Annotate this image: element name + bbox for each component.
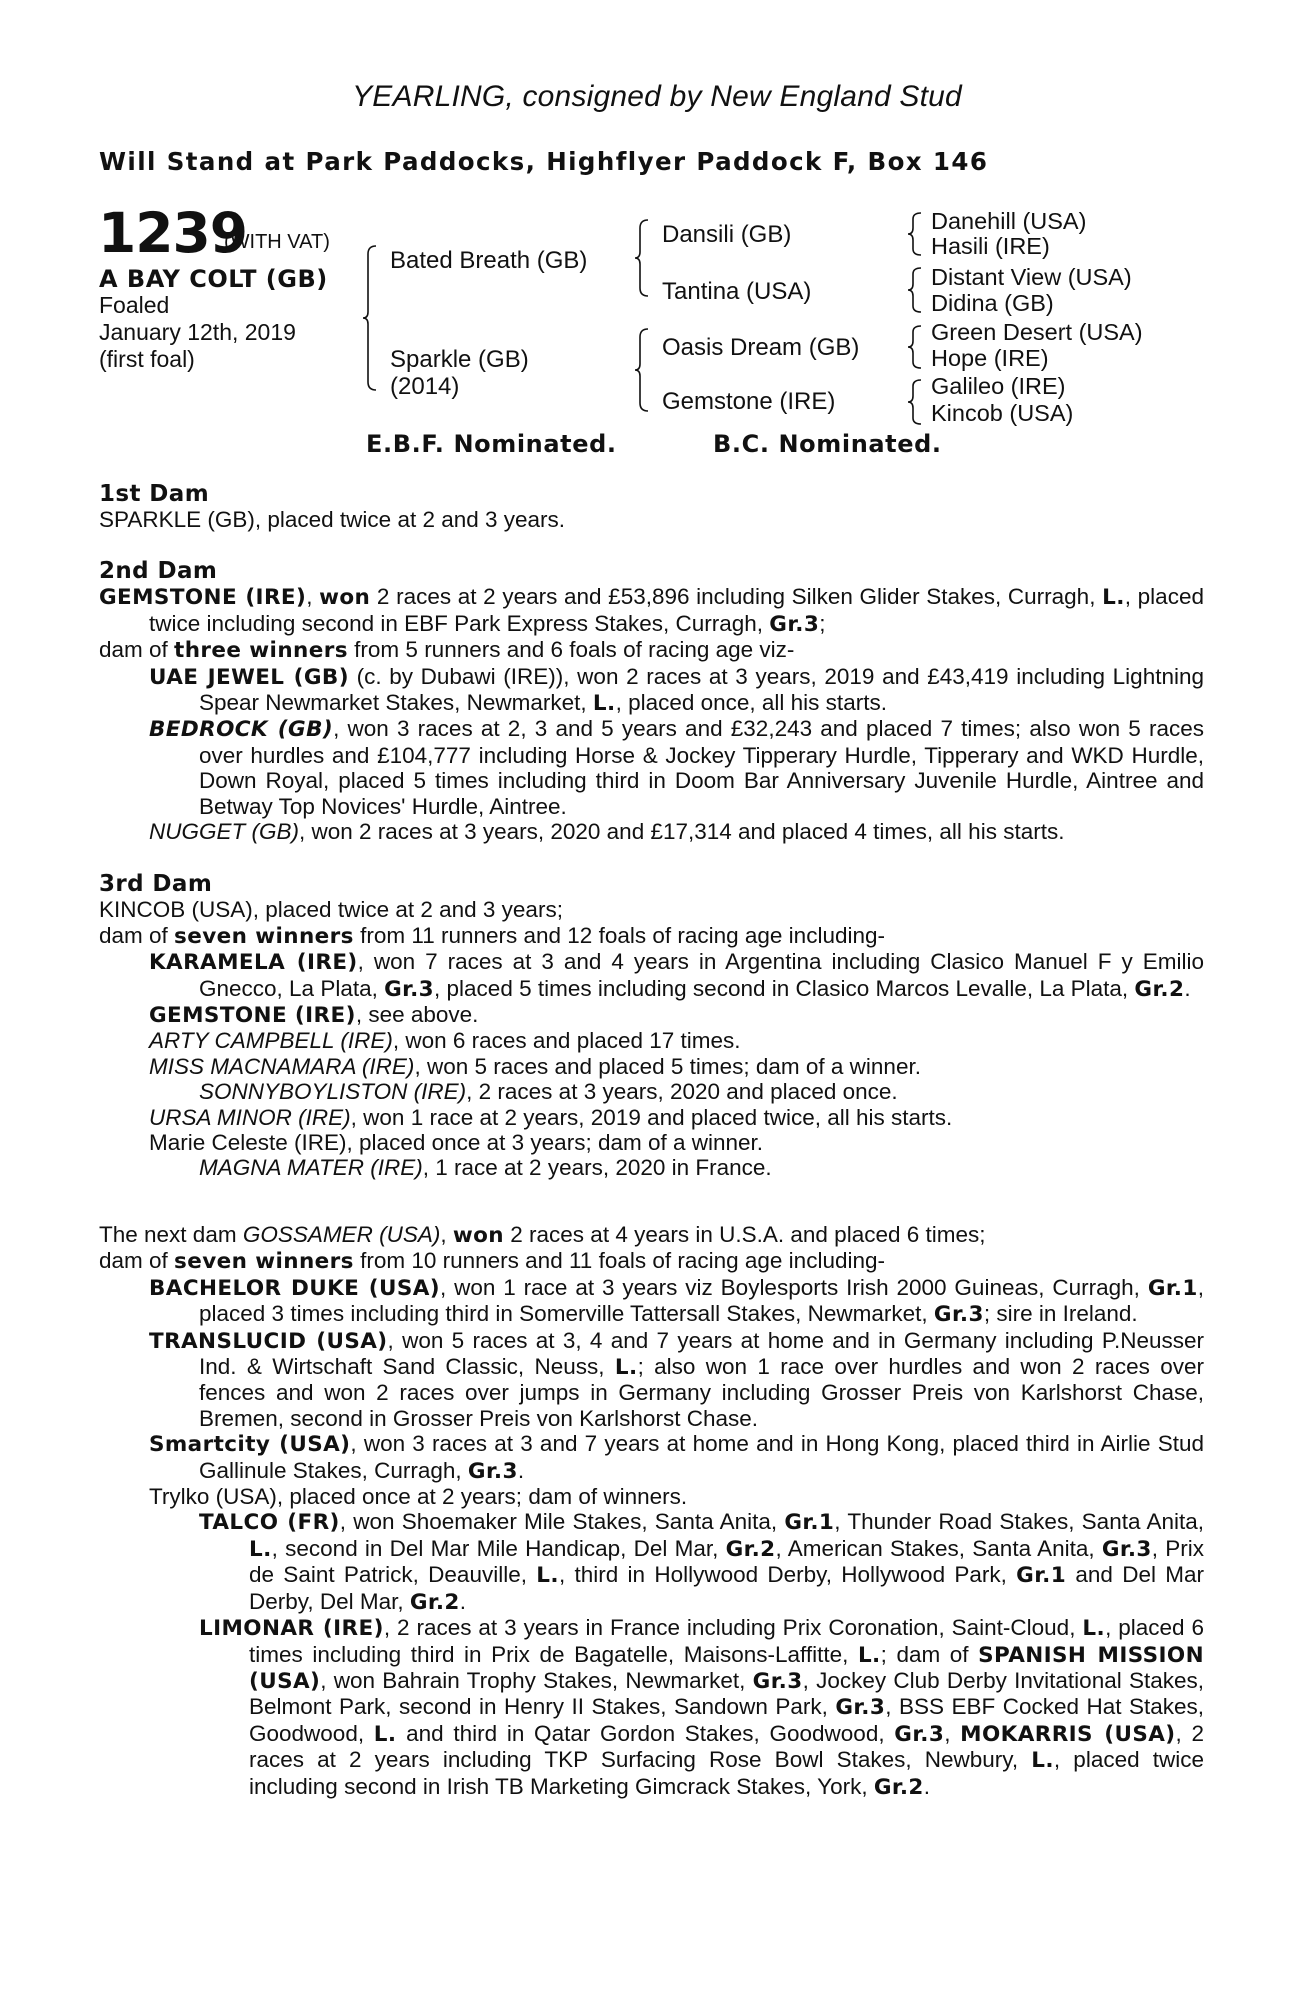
race-record: , won 7 races at 3 and 4 years in Argentina including Clasico Manuel F y Emilio Gnecco, La Plata,	[199, 949, 1205, 1001]
race-record: .	[517, 1457, 525, 1483]
race-record: , placed twice including second in EBF Park Express Stakes, Curragh,	[149, 584, 1204, 636]
g3-ancestor-8: Kincob (USA)	[931, 400, 1074, 426]
second-dam-dam-of	[99, 637, 1204, 663]
race-record: 2 races at 2 years and £53,896 including Silken Glider Stakes, Curragh,	[370, 584, 1103, 610]
produce-uae-jewel	[99, 664, 1204, 717]
sire-sire-name: Dansili (GB)	[662, 221, 792, 248]
stabling-location: Will Stand at Park Paddocks, Highflyer Paddock F, Box 146	[99, 147, 989, 176]
third-dam-section	[99, 872, 1204, 1181]
pedigree-brace-g3-4	[907, 378, 927, 426]
produce-magna-mater	[99, 1155, 1204, 1180]
lot-number: 1239	[98, 201, 248, 265]
dam-sire-name: Oasis Dream (GB)	[662, 334, 860, 361]
listed-mark: L.	[857, 1642, 881, 1668]
pedigree-brace-sire	[634, 218, 654, 298]
group-mark: Gr.2	[873, 1774, 924, 1800]
horse-name: KARAMELA (IRE)	[149, 950, 358, 976]
group-mark: Gr.2	[409, 1589, 460, 1615]
produce-sonnyboyliston	[99, 1079, 1204, 1104]
race-record: , Thunder Road Stakes, Santa Anita,	[834, 1509, 1205, 1535]
group-mark: Gr.3	[752, 1668, 803, 1694]
won-label: won	[319, 585, 371, 611]
next-dam-text: 2 races at 4 years in U.S.A. and placed 6 times;	[504, 1222, 986, 1247]
vat-note: (WITH VAT)	[224, 231, 330, 253]
group-mark: Gr.3	[769, 611, 820, 637]
dam-of-text: dam of	[99, 922, 175, 948]
first-dam-section	[99, 482, 1204, 533]
group-mark: Gr.3	[1101, 1536, 1152, 1562]
group-mark: Gr.1	[784, 1510, 835, 1536]
next-dam-text: The next dam	[99, 1222, 243, 1247]
dam-of-text: from 5 runners and 6 foals of racing age viz-	[347, 637, 795, 663]
race-record: , placed once, all his starts.	[615, 690, 887, 716]
produce-karamela	[99, 949, 1204, 1002]
sire-dam-name: Tantina (USA)	[662, 278, 812, 305]
consignor-line: YEARLING, consigned by New England Stud	[352, 80, 962, 113]
race-record: , placed 5 times including second in Clasico Marcos Levalle, La Plata,	[434, 975, 1135, 1001]
horse-name: ARTY CAMPBELL (IRE)	[149, 1028, 393, 1054]
race-record: , third in Hollywood Derby, Hollywood Park,	[558, 1562, 1017, 1588]
listed-mark: L.	[1102, 585, 1125, 611]
dam-year: (2014)	[390, 373, 460, 400]
horse-name: GEMSTONE (IRE)	[99, 585, 307, 611]
dam-of-text: dam of	[99, 1248, 175, 1274]
group-mark: Gr.2	[1134, 976, 1185, 1002]
horse-name: URSA MINOR (IRE)	[149, 1104, 351, 1130]
race-record: and Del Mar Derby, Del Mar,	[249, 1562, 1204, 1614]
third-dam-kincob: KINCOB (USA), placed twice at 2 and 3 years;	[99, 897, 563, 923]
race-record: , 2 races at 3 years in France including Prix Coronation, Saint-Cloud,	[383, 1615, 1083, 1641]
sire-name: Bated Breath (GB)	[390, 247, 588, 274]
produce-marie-celeste: Marie Celeste (IRE), placed once at 3 years; dam of a winner.	[149, 1130, 764, 1156]
race-record: , second in Del Mar Mile Handicap, Del Mar,	[271, 1535, 726, 1561]
group-mark: Gr.1	[1016, 1563, 1067, 1589]
horse-name: MISS MACNAMARA (IRE)	[149, 1053, 415, 1079]
g3-ancestor-1: Danehill (USA)	[931, 208, 1087, 234]
dam-dam-name: Gemstone (IRE)	[662, 388, 836, 415]
horse-name: LIMONAR (IRE)	[199, 1616, 384, 1642]
race-record: , Prix de Saint Patrick, Deauville,	[249, 1535, 1204, 1588]
horse-name: NUGGET (GB)	[149, 819, 299, 845]
pedigree-brace-main	[362, 244, 382, 392]
race-record: .	[459, 1588, 467, 1614]
race-record: , won Bahrain Trophy Stakes, Newmarket,	[320, 1667, 753, 1693]
foaled-date: January 12th, 2019	[99, 319, 296, 345]
pedigree-brace-g3-1	[907, 211, 927, 257]
listed-mark: L.	[614, 1355, 638, 1381]
race-record: , see above.	[355, 1002, 479, 1028]
pedigree-brace-g3-2	[907, 266, 927, 314]
horse-name: GEMSTONE (IRE)	[149, 1003, 356, 1029]
produce-gemstone	[99, 1002, 1204, 1028]
race-record: , placed twice including second in Irish TB Marketing Gimcrack Stakes, York,	[249, 1747, 1204, 1799]
second-dam-section	[99, 559, 1204, 844]
g3-ancestor-3: Distant View (USA)	[931, 264, 1132, 290]
foaled-label: Foaled	[99, 292, 170, 318]
group-mark: Gr.2	[725, 1536, 776, 1562]
horse-name: SONNYBOYLISTON (IRE)	[199, 1079, 467, 1105]
horse-name: BEDROCK (GB)	[149, 717, 334, 743]
lot-description: A BAY COLT (GB)	[99, 265, 328, 293]
third-dam-dam-of	[99, 923, 1204, 949]
produce-arty-campbell	[99, 1028, 1204, 1053]
produce-limonar	[99, 1615, 1204, 1800]
next-dam-dam-of	[99, 1248, 1204, 1274]
race-record: ; sire in Ireland.	[983, 1301, 1138, 1327]
race-record: ; also won 1 race over hurdles and won 2 races over fences and won 2 races over jumps in Germany including Grosser Preis von Karlshorst Chase, Bremen, second in Grosser Preis von Karlshorst Chase.	[199, 1354, 1204, 1431]
pedigree-brace-g3-3	[907, 324, 927, 370]
race-record: , won 2 races at 3 years, 2020 and £17,314 and placed 4 times, all his starts.	[299, 819, 1065, 845]
winners-count: seven winners	[174, 1249, 354, 1275]
produce-miss-macnamara	[99, 1054, 1204, 1079]
listed-mark: L.	[592, 691, 616, 717]
won-label: won	[452, 1223, 505, 1248]
listed-mark: L.	[536, 1563, 559, 1589]
g3-ancestor-2: Hasili (IRE)	[931, 233, 1050, 259]
second-dam-heading: 2nd Dam	[99, 558, 218, 584]
winners-count: seven winners	[174, 923, 354, 949]
race-record: , won 3 races at 2, 3 and 5 years and £32,243 and placed 7 times; also won 5 races over hurdles and £104,777 including Horse & Jockey Tipperary Hurdle, Tipperary and WKD Hurdle, Down Royal, placed 5 times including third in Doom Bar Anniversary Juvenile Hurdle, Aintree and Betway Top Novices' Hurdle, Aintree.	[199, 716, 1204, 819]
race-record: , 2 races at 2 years including TKP Surfacing Rose Bowl Stakes, Newbury,	[249, 1720, 1204, 1773]
second-dam-gemstone: GEMSTONE (IRE), won 2 races at 2 years and £53,896 including Silken Glider Stakes, Curragh, L., placed twice including second in EBF Park Express Stakes, Curragh, Gr.3;	[99, 584, 1204, 637]
race-record: , 1 race at 2 years, 2020 in France.	[422, 1155, 772, 1181]
group-mark: Gr.1	[1147, 1275, 1198, 1301]
g3-ancestor-6: Hope (IRE)	[931, 345, 1049, 371]
race-record: .	[1184, 975, 1191, 1001]
dam-of-text: from 11 runners and 12 foals of racing age including-	[353, 922, 885, 948]
first-foal-note: (first foal)	[99, 346, 195, 372]
race-record: ;	[819, 610, 826, 636]
race-record: , won 1 race at 3 years viz Boylesports Irish 2000 Guineas, Curragh,	[439, 1274, 1148, 1300]
race-record: , Jockey Club Derby Invitational Stakes, Belmont Park, second in Henry II Stakes, Sandown Park,	[249, 1667, 1205, 1720]
produce-trylko: Trylko (USA), placed once at 2 years; dam of winners.	[149, 1484, 688, 1510]
dam-name: Sparkle (GB)	[390, 346, 529, 373]
listed-mark: L.	[1082, 1616, 1106, 1642]
pedigree-brace-dam	[634, 327, 654, 413]
race-record: ,	[944, 1720, 961, 1746]
race-record: , won Shoemaker Mile Stakes, Santa Anita,	[339, 1509, 785, 1535]
group-mark: Gr.3	[384, 976, 435, 1002]
horse-name: Smartcity (USA)	[149, 1432, 351, 1458]
first-dam-heading: 1st Dam	[99, 481, 210, 507]
horse-name: GOSSAMER (USA)	[242, 1222, 441, 1247]
race-record: , placed 6 times including third in Prix de Bagatelle, Maisons-Laffitte,	[249, 1615, 1205, 1667]
race-record: , won 3 races at 3 and 7 years at home and in Hong Kong, placed third in Airlie Stud Gallinule Stakes, Curragh,	[199, 1431, 1204, 1483]
race-record: , BSS EBF Cocked Hat Stakes, Goodwood,	[249, 1694, 1204, 1746]
g3-ancestor-4: Didina (GB)	[931, 290, 1054, 316]
produce-talco	[99, 1509, 1204, 1615]
g3-ancestor-7: Galileo (IRE)	[931, 373, 1066, 399]
horse-name: MOKARRIS (USA)	[960, 1721, 1176, 1747]
produce-smartcity	[99, 1431, 1204, 1484]
race-record: and third in Qatar Gordon Stakes, Goodwood,	[396, 1720, 895, 1746]
produce-nugget	[99, 819, 1204, 844]
horse-name: TRANSLUCID (USA)	[149, 1328, 388, 1354]
race-record: , won 1 race at 2 years, 2019 and placed twice, all his starts.	[350, 1104, 953, 1130]
horse-name: MAGNA MATER (IRE)	[199, 1155, 423, 1181]
race-record: , won 5 races at 3, 4 and 7 years at home and in Germany including P.Neusser Ind. & Wirtschaft Sand Classic, Neuss,	[199, 1327, 1204, 1380]
group-mark: Gr.3	[933, 1302, 984, 1328]
produce-bedrock	[99, 716, 1204, 819]
dam-of-text: dam of	[99, 637, 175, 663]
third-dam-heading: 3rd Dam	[99, 871, 213, 897]
horse-name: TALCO (FR)	[199, 1510, 340, 1536]
g3-ancestor-5: Green Desert (USA)	[931, 319, 1143, 345]
listed-mark: L.	[373, 1721, 397, 1747]
produce-ursa-minor	[99, 1105, 1204, 1130]
race-record: (c. by Dubawi (IRE)), won 2 races at 3 years, 2019 and £43,419 including Lightning Spear Newmarket Stakes, Newmarket,	[199, 663, 1204, 716]
group-mark: Gr.3	[894, 1721, 945, 1747]
bc-nominated: B.C. Nominated.	[713, 430, 942, 458]
race-record: , won 6 races and placed 17 times.	[392, 1028, 741, 1054]
group-mark: Gr.3	[835, 1695, 886, 1721]
race-record: , American Stakes, Santa Anita,	[775, 1535, 1102, 1561]
first-dam-text: SPARKLE (GB), placed twice at 2 and 3 years.	[99, 507, 566, 533]
race-record: , won 5 races and placed 5 times; dam of a winner.	[414, 1053, 921, 1079]
listed-mark: L.	[1031, 1748, 1054, 1774]
race-record: , 2 races at 3 years, 2020 and placed once.	[466, 1079, 898, 1105]
race-record: , placed 3 times including third in Somerville Tattersall Stakes, Newmarket,	[199, 1274, 1204, 1327]
ebf-nominated: E.B.F. Nominated.	[366, 430, 617, 458]
produce-bachelor-duke	[99, 1275, 1204, 1328]
produce-translucid	[99, 1328, 1204, 1432]
horse-name: UAE JEWEL (GB)	[149, 664, 349, 690]
next-dam-gossamer	[99, 1222, 1204, 1248]
horse-name: SPANISH MISSION (USA)	[249, 1642, 1204, 1694]
dam-of-text: from 10 runners and 11 foals of racing age including-	[353, 1248, 885, 1274]
next-dam-section	[99, 1222, 1204, 1800]
race-record: .	[923, 1773, 931, 1799]
next-dam-text: ,	[440, 1222, 453, 1247]
race-record: ; dam of	[880, 1641, 979, 1667]
horse-name: BACHELOR DUKE (USA)	[149, 1275, 440, 1301]
winners-count: three winners	[174, 638, 348, 664]
group-mark: Gr.3	[467, 1458, 518, 1484]
listed-mark: L.	[249, 1536, 272, 1562]
